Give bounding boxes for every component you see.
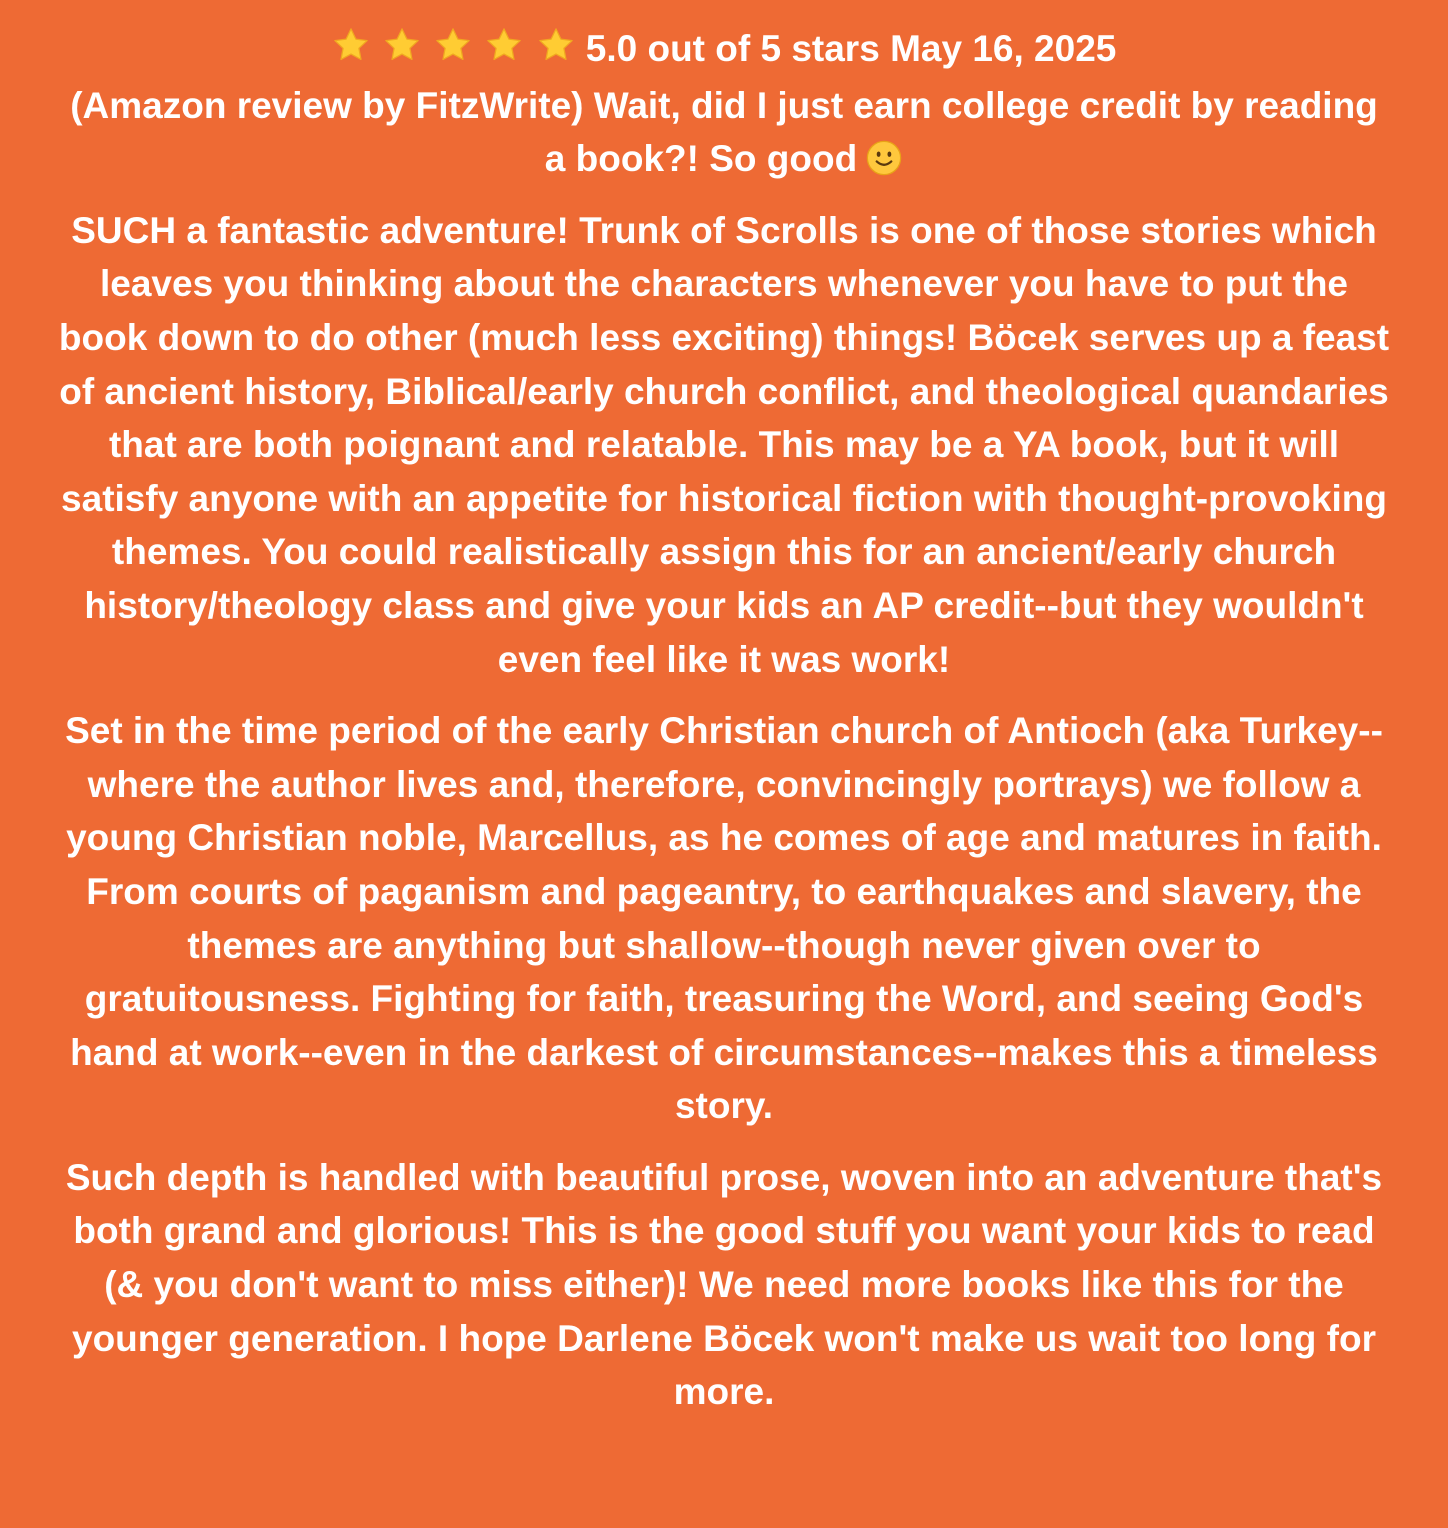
star-icon — [383, 26, 421, 64]
review-header — [56, 22, 1392, 186]
review-title-text: (Amazon review by FitzWrite) Wait, did I just earn college credit by reading a book?! So good — [70, 84, 1378, 180]
review-title — [56, 79, 1392, 186]
review-paragraph-2: Set in the time period of the early Christian church of Antioch (aka Turkey--where the author lives and, therefore, convincingly portrays) we follow a young Christian noble, Marcellus, as he comes of age and matures in faith. From courts of paganism and pageantry, to earthquakes and slavery, the themes are anything but shallow--though never given over to gratuitousness. Fighting for faith, treasuring the Word, and seeing God's hand at work--even in the darkest of circumstances--makes this a timeless story. — [65, 710, 1383, 1127]
slightly-smiling-face-icon — [865, 139, 903, 177]
review-card — [56, 22, 1392, 1437]
review-paragraph-3: Such depth is handled with beautiful prose, woven into an adventure that's both grand and glorious! This is the good stuff you want your kids to read (& you don't want to miss either)! We need more books like this for the younger generation. I hope Darlene Böcek won't make us wait too long for more. — [65, 1156, 1383, 1413]
review-paragraph-1: SUCH a fantastic adventure! Trunk of Scrolls is one of those stories which leaves you thinking about the characters whenever you have to put the book down to do other (much less exciting) things! Böcek serves up a feast of ancient history, Biblical/early church conflict, and theological quandaries that are both poignant and relatable. This may be a YA book, but it will satisfy anyone with an appetite for historical fiction with thought-provoking themes. You could realistically assign this for an ancient/early church history/theology class and give your kids an AP credit--but they wouldn't even feel like it was work! — [58, 209, 1390, 680]
review-date: May 16, 2025 — [890, 28, 1117, 69]
star-icon — [485, 26, 523, 64]
rating-text: 5.0 out of 5 stars — [585, 28, 880, 69]
star-icon — [434, 26, 472, 64]
star-icon — [332, 26, 370, 64]
star-rating — [332, 25, 578, 79]
star-icon — [537, 26, 575, 64]
rating-line — [56, 22, 1392, 79]
